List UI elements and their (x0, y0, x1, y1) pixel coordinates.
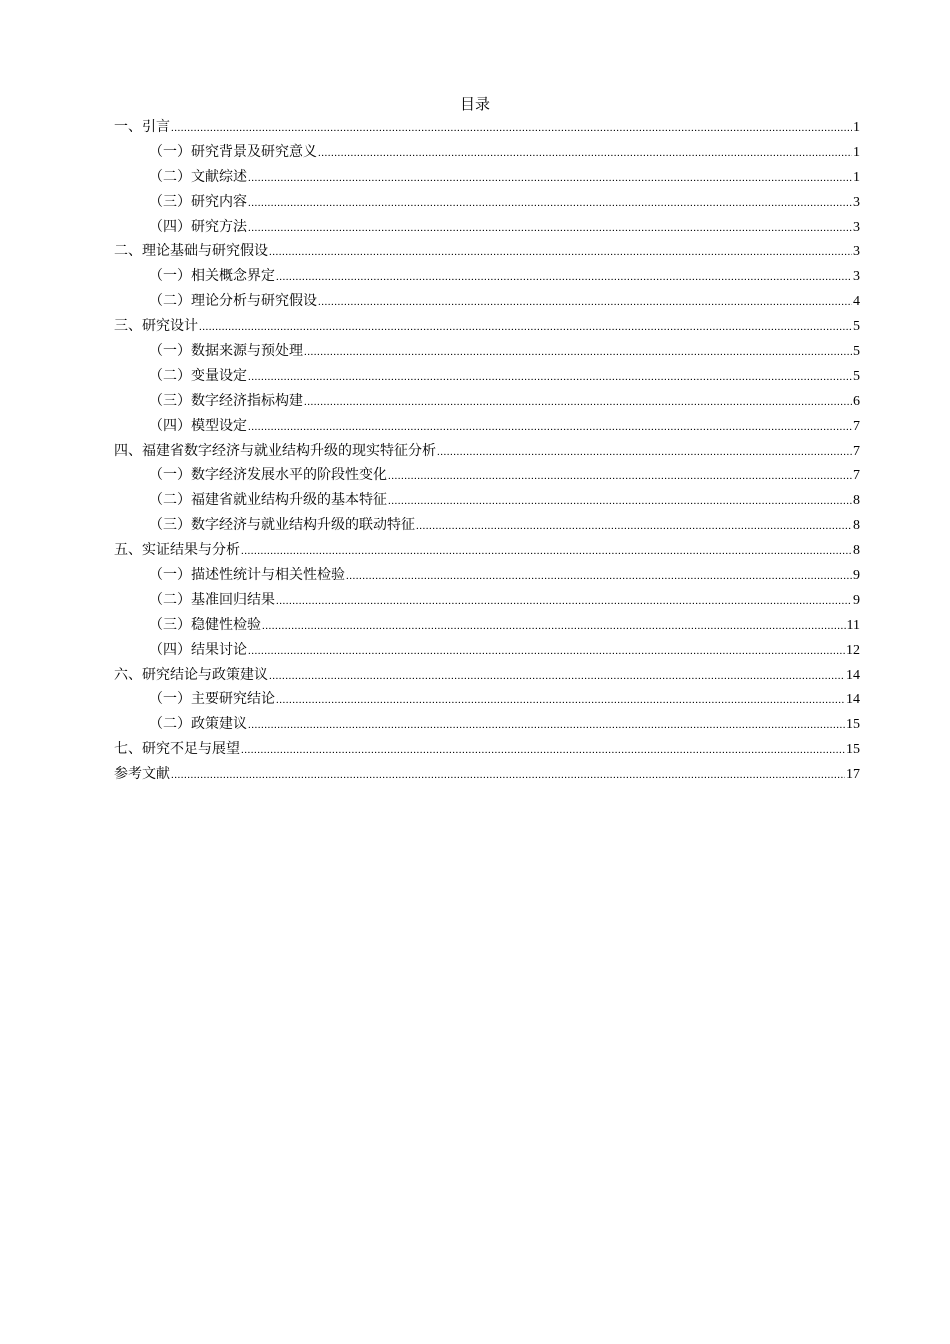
dot-leader (269, 670, 845, 682)
toc-entry-subsection[interactable] (114, 141, 860, 166)
toc-entry-label: （三）稳健性检验 (149, 616, 261, 633)
toc-entry-label: （四）结果讨论 (149, 641, 247, 658)
toc-entry-page-number: 14 (846, 667, 860, 683)
toc-entry-subsection[interactable] (114, 688, 860, 713)
dot-leader (269, 246, 852, 258)
toc-entry-page-number: 8 (853, 493, 860, 509)
toc-entry-page-number: 14 (846, 692, 860, 708)
toc-entry-subsection[interactable] (114, 191, 860, 216)
toc-entry-section[interactable] (114, 664, 860, 689)
toc-entry-subsection[interactable] (114, 713, 860, 738)
dot-leader (248, 371, 852, 383)
toc-entry-section[interactable] (114, 440, 860, 465)
toc-entry-page-number: 12 (846, 642, 860, 658)
toc-entry-label: 四、福建省数字经济与就业结构升级的现实特征分析 (114, 442, 436, 459)
toc-entry-label: （一）数字经济发展水平的阶段性变化 (149, 467, 387, 484)
toc-entry-label: 一、引言 (114, 119, 170, 135)
toc-entry-label: 五、实证结果与分析 (114, 542, 240, 559)
toc-entry-label: （三）研究内容 (149, 193, 247, 210)
table-of-contents (114, 116, 860, 788)
toc-entry-page-number: 17 (846, 767, 860, 783)
toc-entry-label: （二）政策建议 (149, 716, 247, 733)
toc-entry-subsection[interactable] (114, 639, 860, 664)
dot-leader (241, 744, 845, 756)
toc-entry-page-number: 8 (853, 518, 860, 534)
toc-entry-page-number: 1 (853, 144, 860, 160)
toc-entry-page-number: 3 (853, 219, 860, 235)
toc-entry-subsection[interactable] (114, 216, 860, 241)
toc-entry-label: （二）理论分析与研究假设 (149, 293, 317, 310)
toc-entry-page-number: 11 (846, 617, 860, 633)
toc-entry-page-number: 7 (853, 443, 860, 459)
dot-leader (248, 222, 852, 234)
dot-leader (318, 147, 852, 159)
toc-entry-label: （一）相关概念界定 (149, 268, 275, 285)
toc-entry-subsection[interactable] (114, 290, 860, 315)
toc-entry-page-number: 9 (853, 568, 860, 584)
toc-entry-page-number: 15 (846, 742, 860, 758)
dot-leader (388, 495, 852, 507)
toc-entry-page-number: 1 (853, 169, 860, 185)
dot-leader (437, 446, 852, 458)
toc-entry-label: （二）基准回归结果 (149, 591, 275, 608)
toc-entry-label: （一）主要研究结论 (149, 691, 275, 708)
dot-leader (248, 645, 845, 657)
toc-entry-page-number: 5 (853, 368, 860, 384)
toc-entry-label: （四）研究方法 (149, 218, 247, 235)
toc-entry-label: （一）研究背景及研究意义 (149, 143, 317, 160)
toc-entry-label: （二）福建省就业结构升级的基本特征 (149, 492, 387, 509)
toc-entry-section[interactable] (114, 738, 860, 763)
toc-entry-page-number: 3 (853, 194, 860, 210)
toc-entry-subsection[interactable] (114, 614, 860, 639)
toc-entry-subsection[interactable] (114, 589, 860, 614)
toc-entry-page-number: 6 (853, 393, 860, 409)
toc-entry-label: （三）数字经济指标构建 (149, 392, 303, 409)
dot-leader (248, 719, 845, 731)
dot-leader (276, 271, 852, 283)
toc-entry-page-number: 4 (853, 294, 860, 310)
toc-entry-page-number: 9 (853, 592, 860, 608)
toc-entry-section[interactable] (114, 315, 860, 340)
dot-leader (276, 595, 852, 607)
toc-entry-label: （二）变量设定 (149, 367, 247, 384)
dot-leader (388, 470, 852, 482)
toc-entry-subsection[interactable] (114, 464, 860, 489)
dot-leader (248, 172, 852, 184)
dot-leader (241, 545, 852, 557)
toc-entry-subsection[interactable] (114, 365, 860, 390)
toc-entry-label: 参考文献 (114, 766, 170, 783)
dot-leader (248, 197, 852, 209)
toc-entry-page-number: 7 (853, 468, 860, 484)
toc-entry-page-number: 3 (853, 244, 860, 260)
toc-entry-label: （二）文献综述 (149, 168, 247, 185)
toc-entry-subsection[interactable] (114, 265, 860, 290)
dot-leader (171, 122, 852, 134)
toc-entry-label: 三、研究设计 (114, 318, 198, 335)
toc-entry-page-number: 8 (853, 543, 860, 559)
toc-entry-page-number: 1 (853, 120, 860, 135)
toc-entry-subsection[interactable] (114, 514, 860, 539)
toc-entry-subsection[interactable] (114, 166, 860, 191)
toc-entry-section[interactable] (114, 116, 860, 141)
toc-entry-page-number: 5 (853, 319, 860, 335)
toc-entry-section[interactable] (114, 240, 860, 265)
dot-leader (304, 346, 852, 358)
dot-leader (199, 321, 852, 333)
dot-leader (416, 520, 852, 532)
toc-entry-subsection[interactable] (114, 390, 860, 415)
toc-entry-label: 七、研究不足与展望 (114, 741, 240, 758)
toc-entry-page-number: 7 (853, 418, 860, 434)
toc-entry-subsection[interactable] (114, 415, 860, 440)
dot-leader (248, 421, 852, 433)
toc-entry-subsection[interactable] (114, 489, 860, 514)
dot-leader (304, 396, 852, 408)
toc-entry-label: 二、理论基础与研究假设 (114, 243, 268, 260)
toc-entry-page-number: 5 (853, 344, 860, 360)
toc-entry-subsection[interactable] (114, 340, 860, 365)
dot-leader (262, 620, 846, 632)
toc-entry-label: 六、研究结论与政策建议 (114, 666, 268, 683)
toc-title: 目录 (459, 95, 490, 113)
toc-entry-label: （一）描述性统计与相关性检验 (149, 567, 345, 584)
dot-leader (318, 296, 852, 308)
dot-leader (276, 694, 845, 706)
dot-leader (346, 570, 852, 582)
toc-entry-label: （一）数据来源与预处理 (149, 343, 303, 360)
toc-entry-page-number: 3 (853, 269, 860, 285)
toc-entry-label: （三）数字经济与就业结构升级的联动特征 (149, 517, 415, 534)
dot-leader (171, 769, 845, 781)
toc-entry-page-number: 15 (846, 717, 860, 733)
toc-entry-label: （四）模型设定 (149, 417, 247, 434)
toc-entry-subsection[interactable] (114, 564, 860, 589)
toc-entry-section[interactable] (114, 763, 860, 788)
toc-entry-section[interactable] (114, 539, 860, 564)
